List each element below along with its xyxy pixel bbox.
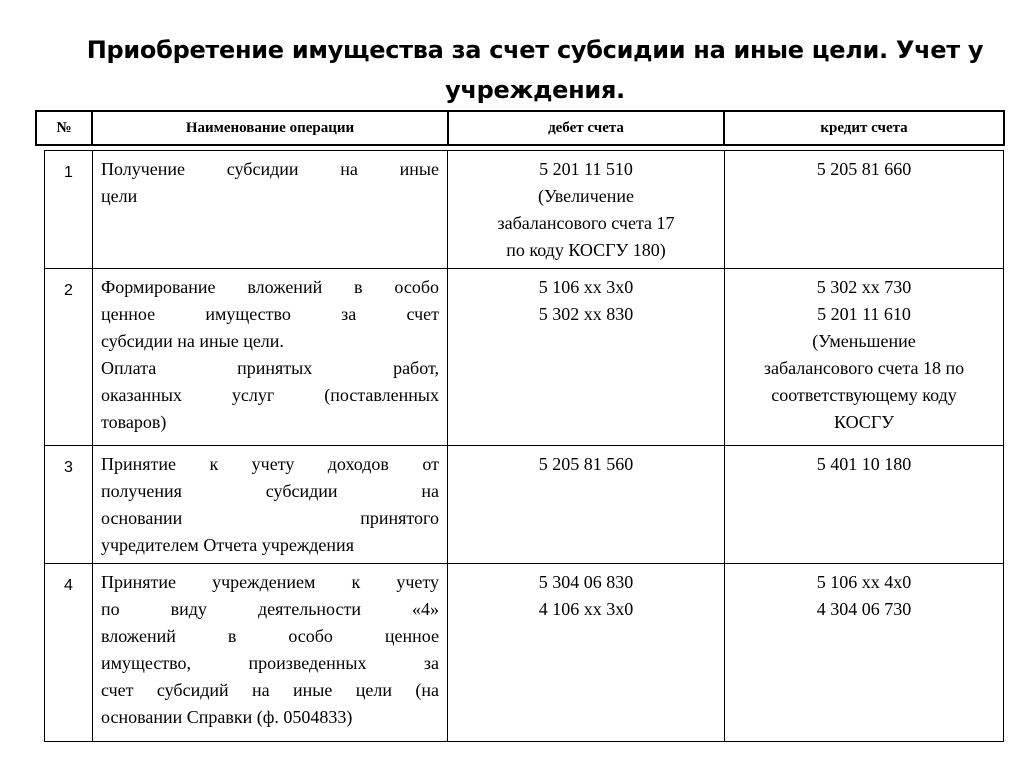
header-credit: кредит счета (724, 111, 1004, 145)
credit-line: 5 401 10 180 (816, 454, 912, 474)
operations-table (44, 150, 1004, 742)
table-row (45, 269, 1004, 446)
debit-line: 5 302 хх 830 (538, 304, 634, 324)
operation-line: Получение субсидии на иные (101, 159, 439, 179)
credit-line: 4 304 06 730 (816, 599, 912, 619)
row-number: 1 (45, 151, 93, 269)
operation-line: получения субсидии на (101, 481, 439, 501)
operation-line: субсидии на иные цели. (101, 331, 284, 351)
credit-line: 5 302 хх 730 (816, 277, 912, 297)
credit-line: (Уменьшение (812, 331, 916, 351)
debit-cell (448, 269, 725, 446)
header-debit: дебет счета (448, 111, 724, 145)
table-row (45, 564, 1004, 742)
debit-line: по коду КОСГУ 180) (506, 240, 666, 260)
credit-line: КОСГУ (834, 412, 894, 432)
credit-cell (725, 269, 1004, 446)
operation-line: вложений в особо ценное (101, 626, 439, 646)
debit-cell (448, 151, 725, 269)
operation-line: товаров) (101, 412, 167, 432)
debit-line: 5 304 06 830 (538, 572, 634, 592)
debit-line: (Увеличение (537, 186, 634, 206)
row-number: 2 (45, 269, 93, 446)
operation-line: Принятие к учету доходов от (101, 454, 439, 474)
debit-cell (448, 564, 725, 742)
operation-line: ценное имущество за счет (101, 304, 439, 324)
credit-line: 5 106 хх 4х0 (816, 572, 912, 592)
row-number: 3 (45, 446, 93, 564)
debit-line: 5 201 11 510 (539, 159, 633, 179)
operation-line: счет субсидий на иные цели (на (101, 680, 439, 700)
operation-line: основании Справки (ф. 0504833) (101, 707, 353, 727)
operation-line: оказанных услуг (поставленных (101, 385, 439, 405)
operation-line: Принятие учреждением к учету (101, 572, 439, 592)
operation-line: основании принятого (101, 508, 439, 528)
operation-line: имущество, произведенных за (101, 653, 439, 673)
credit-line: соответствующему коду (771, 385, 957, 405)
credit-line: 5 201 11 610 (817, 304, 911, 324)
operation-line: Формирование вложений в особо (101, 277, 439, 297)
operation-line: учредителем Отчета учреждения (101, 535, 354, 555)
credit-cell (725, 564, 1004, 742)
page-title: Приобретение имущества за счет субсидии на иные цели. Учет у учреждения. (86, 36, 984, 104)
credit-cell (725, 151, 1004, 269)
credit-cell (725, 446, 1004, 564)
debit-cell (448, 446, 725, 564)
operation-cell (93, 151, 448, 269)
row-number: 4 (45, 564, 93, 742)
debit-line: забалансового счета 17 (497, 213, 675, 233)
debit-line: 4 106 хх 3х0 (538, 599, 634, 619)
operation-line: по виду деятельности «4» (101, 599, 439, 619)
header-number: № (36, 111, 92, 145)
debit-line: 5 205 81 560 (538, 454, 634, 474)
header-operation: Наименование операции (92, 111, 448, 145)
operation-cell (93, 446, 448, 564)
operation-cell (93, 269, 448, 446)
operation-cell (93, 564, 448, 742)
credit-line: забалансового счета 18 по (763, 358, 965, 378)
operation-line: цели (101, 186, 138, 206)
header-row (36, 111, 1004, 145)
table-row (45, 151, 1004, 269)
credit-line: 5 205 81 660 (816, 159, 912, 179)
operation-line: Оплата принятых работ, (101, 358, 439, 378)
table-header (35, 110, 1005, 146)
debit-line: 5 106 хх 3х0 (538, 277, 634, 297)
table-row (45, 446, 1004, 564)
